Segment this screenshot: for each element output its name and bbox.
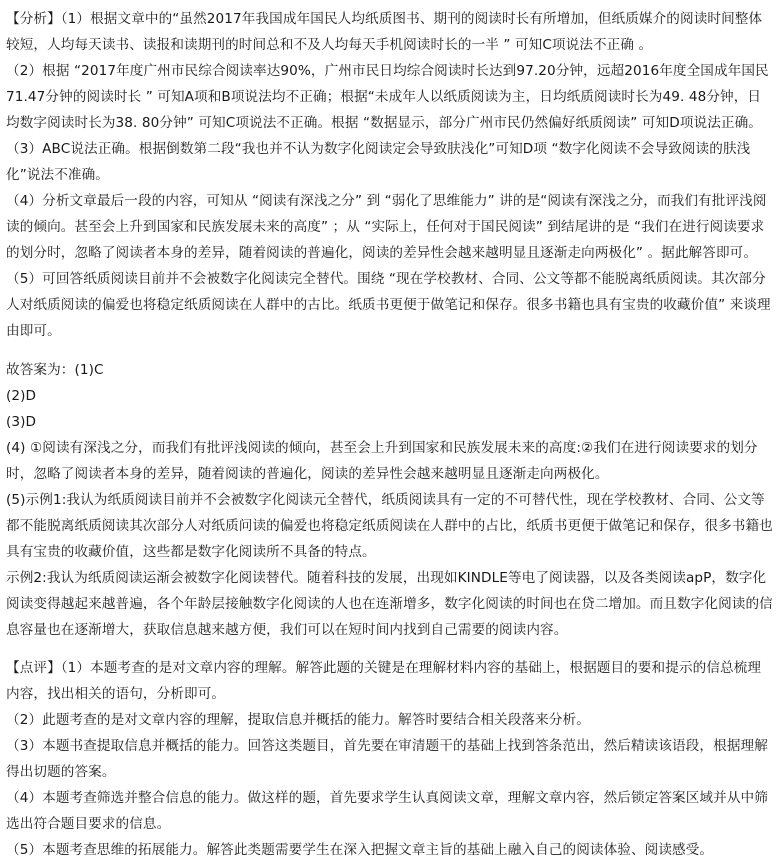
answer-line-3: (3)D: [6, 414, 37, 430]
answer-line-1: 故答案为：(1)C: [6, 362, 104, 378]
section-spacer: [6, 344, 774, 357]
answer-line-4: (4) ①阅读有深浅之分，而我们有批评浅阅读的倾向，甚至会上升到国家和民族发展未来的高度:②我们在进行阅读要求的划分时，忽略了阅读者本身的差异，随着阅读的普遍化，阅读的差异性会越来越明显且逐渐走向两极化。: [6, 440, 758, 482]
section-spacer: [6, 643, 774, 655]
comment-paragraph-5: （5）本题考查思维的拓展能力。解答此类题需要学生在深入把握文章主旨的基础上融入自己的阅读体验、阅读感受。: [6, 842, 714, 858]
analysis-paragraph-1: 【分析】（1）根据文章中的“虽然2017年我国成年国民人均纸质图书、期刊的阅读时长有所增加，但纸质媒介的阅读时间整体较短，人均每天读书、读报和读期刊的时间总和不及人均每天手机阅读时长的一半 ” 可知C项说法不正确 。: [6, 11, 763, 53]
comment-paragraph-1: 【点评】（1）本题考查的是对文章内容的理解。解答此题的关键是在理解材料内容的基础上，根据题目的要和提示的信总梳理内容，找出相关的语句，分析即可。: [6, 660, 762, 702]
analysis-paragraph-2: （2）根据 “2017年度广州市民综合阅读率达90%，广州市民日均综合阅读时长达到97.20分钟，远超2016年度全国成年国民71.47分钟的阅读时长 ” 可知A项和B项说法均不正确；根据“未成年人以纸质阅读为主，日均纸质阅读时长为49. 48分钟，日均数字阅读时长为38. 80分钟” 可知C项说法不正确。根据 “数据显示，部分广州市民仍然偏好纸质阅读” 可知D项说法正确。: [6, 63, 769, 131]
analysis-paragraph-4: （4）分析文章最后一段的内容，可知从 “阅读有深浅之分” 到 “弱化了思维能力” 讲的是“阅读有深浅之分，而我们有批评浅阅读的倾向。甚至会上升到国家和民族发展未来的高度” ；从 “实际上，任何对于国民阅读” 到结尾讲的是 “我们在进行阅读要求的划分时，忽略了阅读者本身的差异，随着阅读的普遍化，阅读的差异性会越来越明显且逐渐走向两极化” 。据此解答即可。: [6, 193, 767, 261]
analysis-section: [6, 6, 774, 344]
comment-section: [6, 655, 774, 863]
answer-section: [6, 357, 774, 643]
comment-paragraph-4: （4）本题考查筛选并整合信息的能力。做这样的题，首先要求学生认真阅读文章，理解文章内容，然后锁定答案区域并从中筛选出符合题目要求的信息。: [6, 790, 768, 832]
analysis-paragraph-5: （5）可回答纸质阅读目前并不会被数字化阅读完全替代。围绕 “现在学校教材、合同、公文等都不能脱离纸质阅读。其次部分人对纸质阅读的偏爱也将稳定纸质阅读在人群中的古比。纸质书更便于做笔记和保存。很多书籍也具有宝贵的收藏价值” 来谈理由即可。: [6, 271, 771, 339]
answer-example-1: (5)示例1:我认为纸质阅读目前并不会被数字化阅读元全替代，纸质阅读具有一定的不可替代性，现在学校教材、合同、公文等都不能脱离纸质阅读其次部分人对纸质问读的偏爱也将稳定纸质阅读在人群中的占比，纸质书更便于做笔记和保存，很多书籍也具有宝贵的收藏价值，这些都是数字化阅读所不具备的特点。: [6, 492, 773, 560]
answer-example-2: 示例2:我认为纸质阅读运渐会被数字化阅读替代。随着科技的发展，出现如KINDLE等电了阅读器，以及各类阅读apP，数字化阅读变得越起来越普遍，各个年龄层接触数字化阅读的人也在连渐增多，数字化阅读的时间也在贷二增加。而且数字化阅读的信息容量也在逐渐增大，获取信息越来越方便，我们可以在短时间内找到自己需要的阅读内容。: [6, 570, 773, 638]
comment-paragraph-3: （3）本题书查提取信息并概括的能力。回答这类题目，首先要在审清题干的基础上找到答条范出，然后精读该语段，根据理解得出切题的答案。: [6, 738, 768, 780]
comment-paragraph-2: （2）此题考查的是对文章内容的理解，提取信息并概括的能力。解答时要结合相关段落来分析。: [6, 712, 590, 728]
analysis-paragraph-3: （3）ABC说法正确。根据倒数第二段“我也并不认为数字化阅读定会导致肤浅化”可知D项 “数字化阅读不会导致阅读的肤浅化”说法不准确。: [6, 141, 751, 183]
answer-line-2: (2)D: [6, 388, 37, 404]
